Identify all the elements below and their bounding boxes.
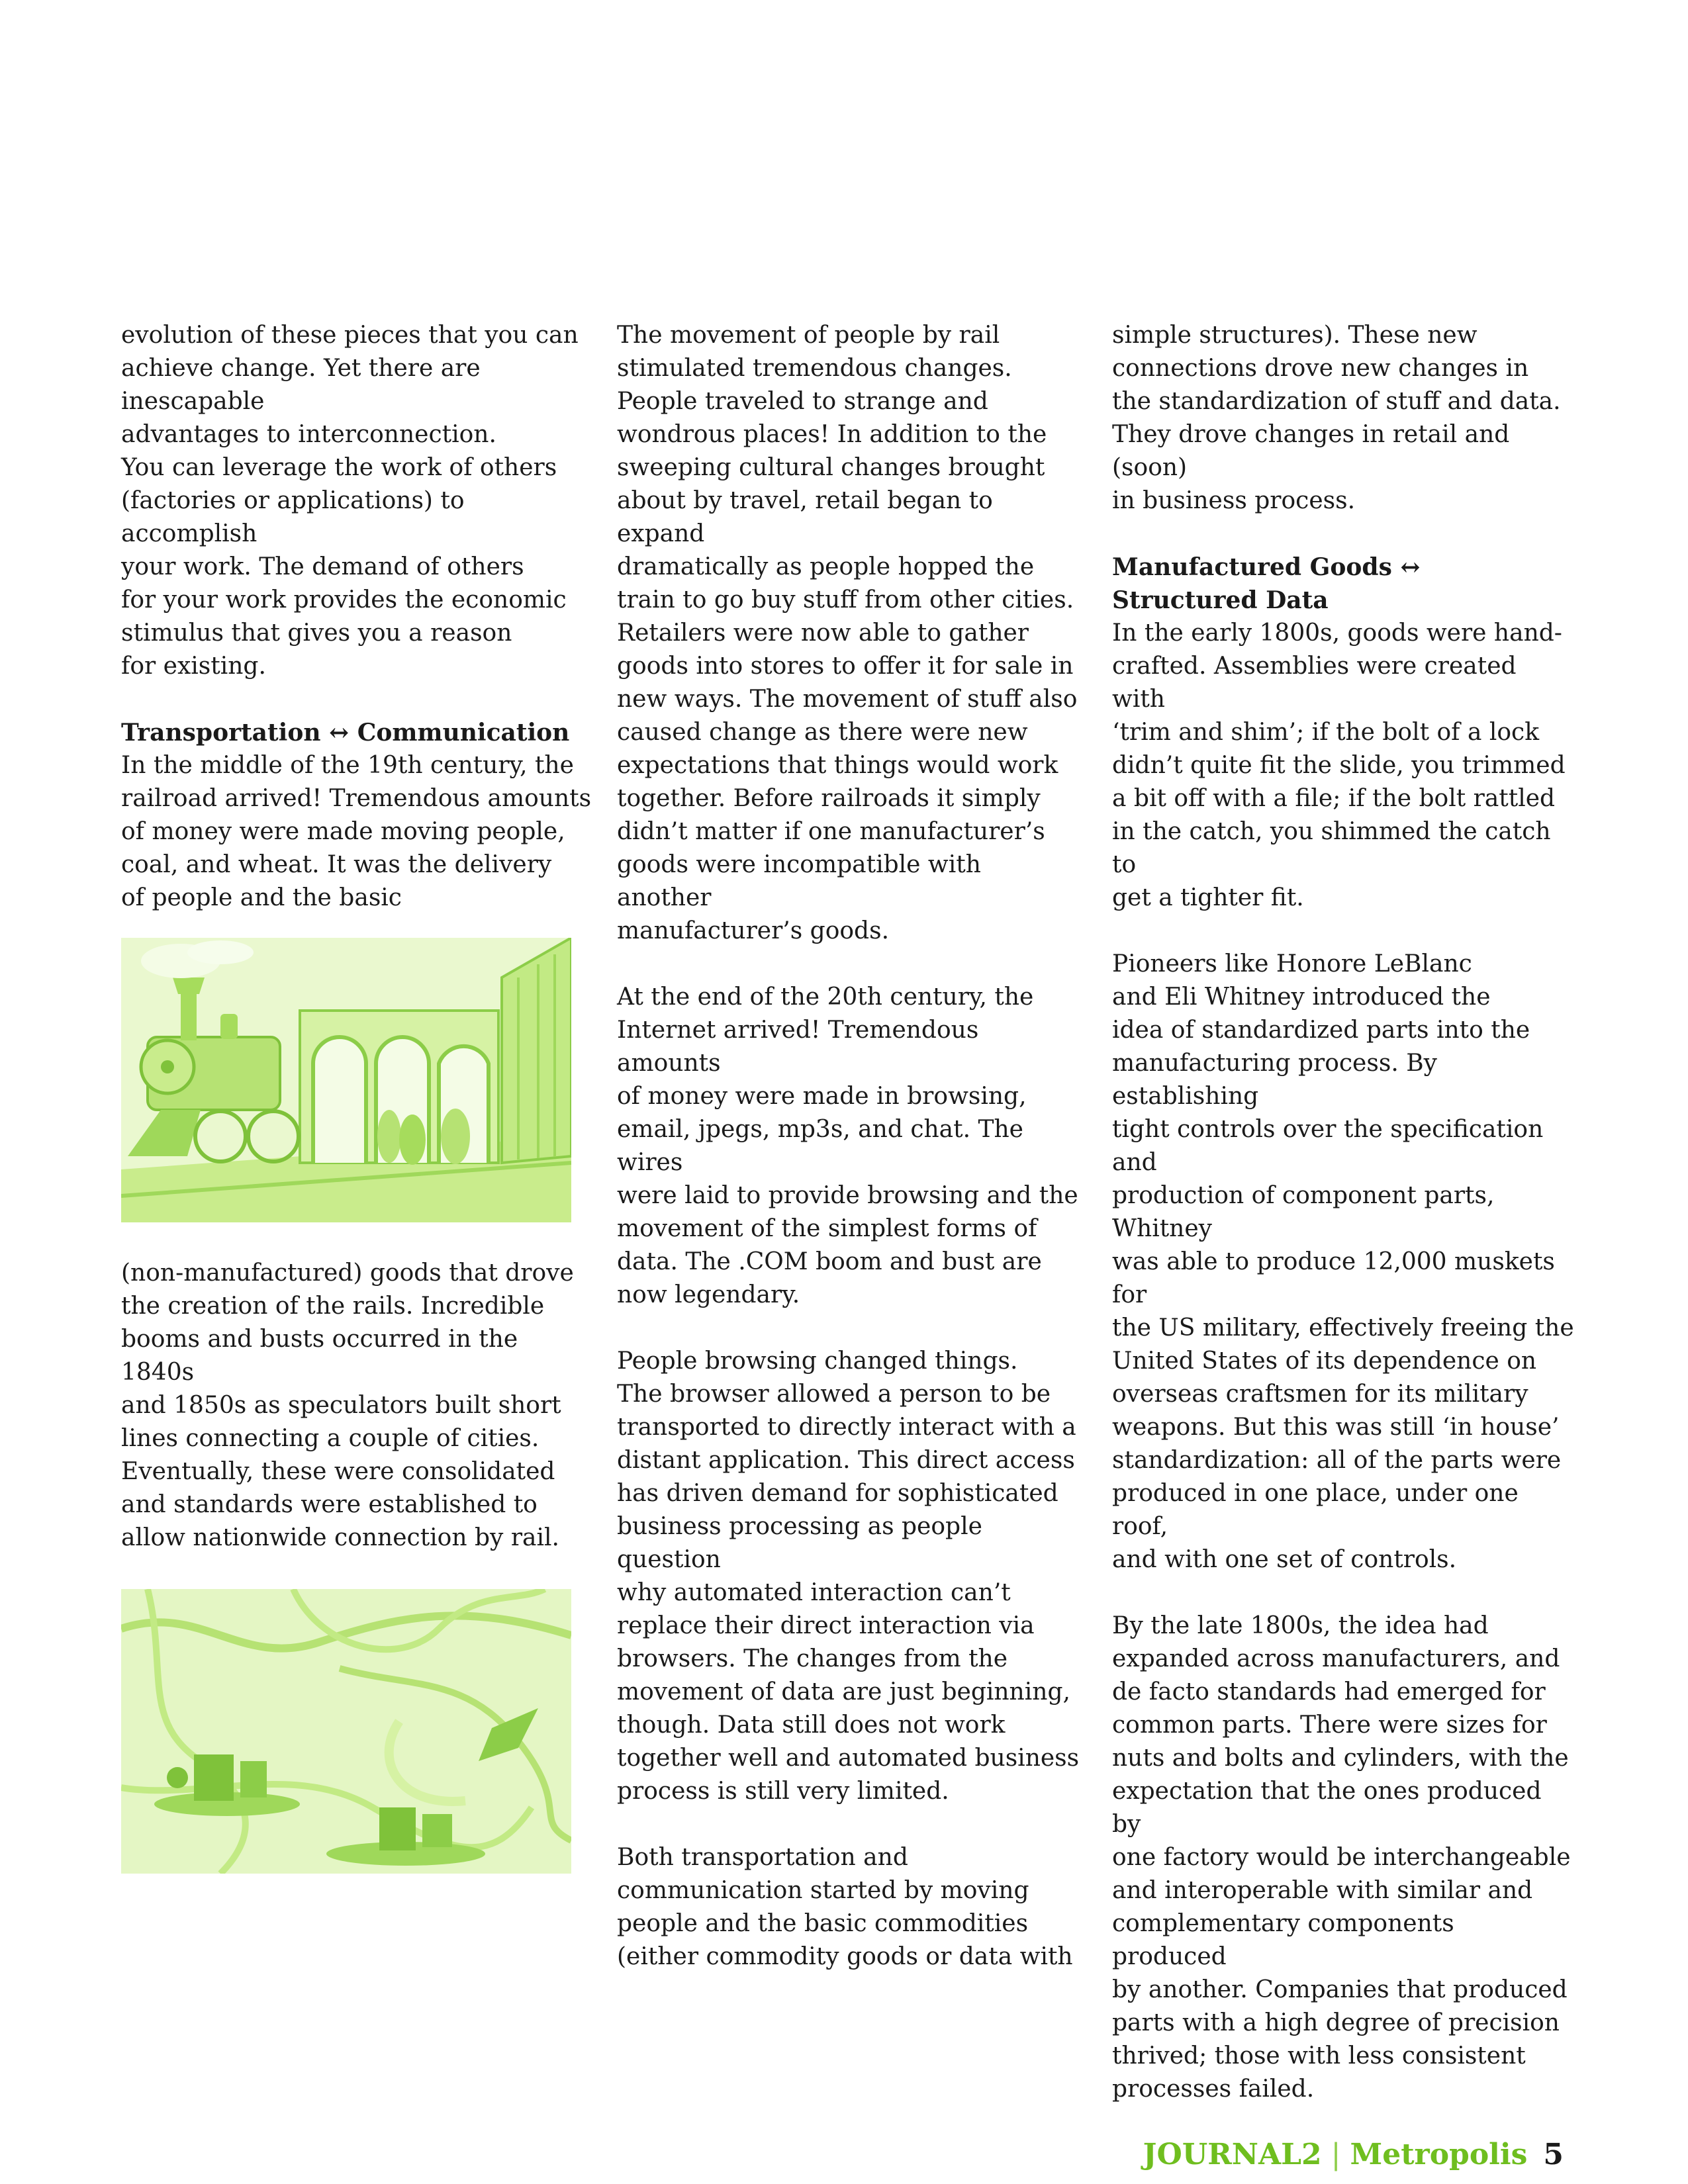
journal-name: JOURNAL2: [1143, 2138, 1322, 2171]
col3-paragraph-2: In the early 1800s, goods were hand- crafted. Assemblies were created with ‘trim and shim’; if the bolt of a lock didn’t quite fit the slide, you trimmed a bit off with a file; if the bolt rattled in the catch, you shimmed the catch to get a tighter fit.: [1112, 619, 1566, 911]
col2-paragraph-2: At the end of the 20th century, the Internet arrived! Tremendous amounts of money were made in browsing, email, jpegs, mp3s, and chat. The wires were laid to provide browsing and the movement of the simplest forms of data. The .COM boom and bust are now legendary.: [617, 983, 1078, 1308]
col1-paragraph-3: (non-manufactured) goods that drove the creation of the rails. Incredible booms and busts occurred in the 1840s and 1850s as speculators built short lines connecting a couple of cities. Eventually, these were consolidated and standards were established to allow nationwide connection by rail.: [121, 1259, 574, 1551]
page-footer: [1143, 2136, 1564, 2173]
col2-paragraph-4: Both transportation and communication started by moving people and the basic commodities (either commodity goods or data with: [617, 1844, 1073, 1970]
col3-paragraph-1: simple structures). These new connections drove new changes in the standardization of stuff and data. They drove changes in retail and (soon) in business process.: [1112, 322, 1561, 514]
col1-section-heading: Transportation ↔ Communication: [121, 719, 570, 747]
col3-paragraph-3: Pioneers like Honore LeBlanc and Eli Whitney introduced the idea of standardized parts into the manufacturing process. By establishing tight controls over the specification and production of component parts, Whitney was able to produce 12,000 muskets for the US military, effectively freeing the United States of its dependence on overseas craftsmen for its military weapons. But this was still ‘in house’ standardization: all of the parts were produced in one place, under one roof, and with one set of controls.: [1112, 950, 1574, 1573]
column-1: [121, 319, 594, 1874]
railroad-station-illustration: [121, 938, 571, 1222]
col3-paragraph-4: By the late 1800s, the idea had expanded across manufacturers, and de facto standards had emerged for common parts. There were sizes for nuts and bolts and cylinders, with the expectation that the ones produced by one factory would be interchangeable and interoperable with similar and complementary components produced by another. Companies that produced parts with a high degree of precision thrived; those with less consistent processes failed.: [1112, 1612, 1571, 2103]
journal-title: Metropolis: [1350, 2138, 1528, 2171]
col2-paragraph-3: People browsing changed things. The browser allowed a person to be transported to directly interact with a distant application. This direct access has driven demand for sophisticated business processing as people question why automated interaction can’t replace their direct interaction via browsers. The changes from the movement of data are just beginning, though. Data still does not work together well and automated business process is still very limited.: [617, 1347, 1080, 1805]
footer-separator: |: [1331, 2138, 1341, 2171]
col1-paragraph-2: In the middle of the 19th century, the railroad arrived! Tremendous amounts of money were made moving people, coal, and wheat. It was the delivery of people and the basic: [121, 752, 592, 911]
column-2: [617, 319, 1080, 1974]
network-map-illustration: [121, 1589, 571, 1874]
col3-section-heading: Manufactured Goods ↔ Structured Data: [1112, 553, 1421, 614]
column-3: [1112, 319, 1575, 2106]
page-number: 5: [1543, 2138, 1564, 2171]
col1-paragraph-1: evolution of these pieces that you can achieve change. Yet there are inescapable advantages to interconnection. You can leverage the work of others (factories or applications) to accomplish your work. The demand of others for your work provides the economic stimulus that gives you a reason for existing.: [121, 322, 579, 680]
col2-paragraph-1: The movement of people by rail stimulated tremendous changes. People traveled to strange and wondrous places! In addition to the sweeping cultural changes brought about by travel, retail began to expand dramatically as people hopped the train to go buy stuff from other cities. Retailers were now able to gather goods into stores to offer it for sale in new ways. The movement of stuff also caused change as there were new expectations that things would work together. Before railroads it simply didn’t matter if one manufacturer’s goods were incompatible with another manufacturer’s goods.: [617, 322, 1078, 944]
